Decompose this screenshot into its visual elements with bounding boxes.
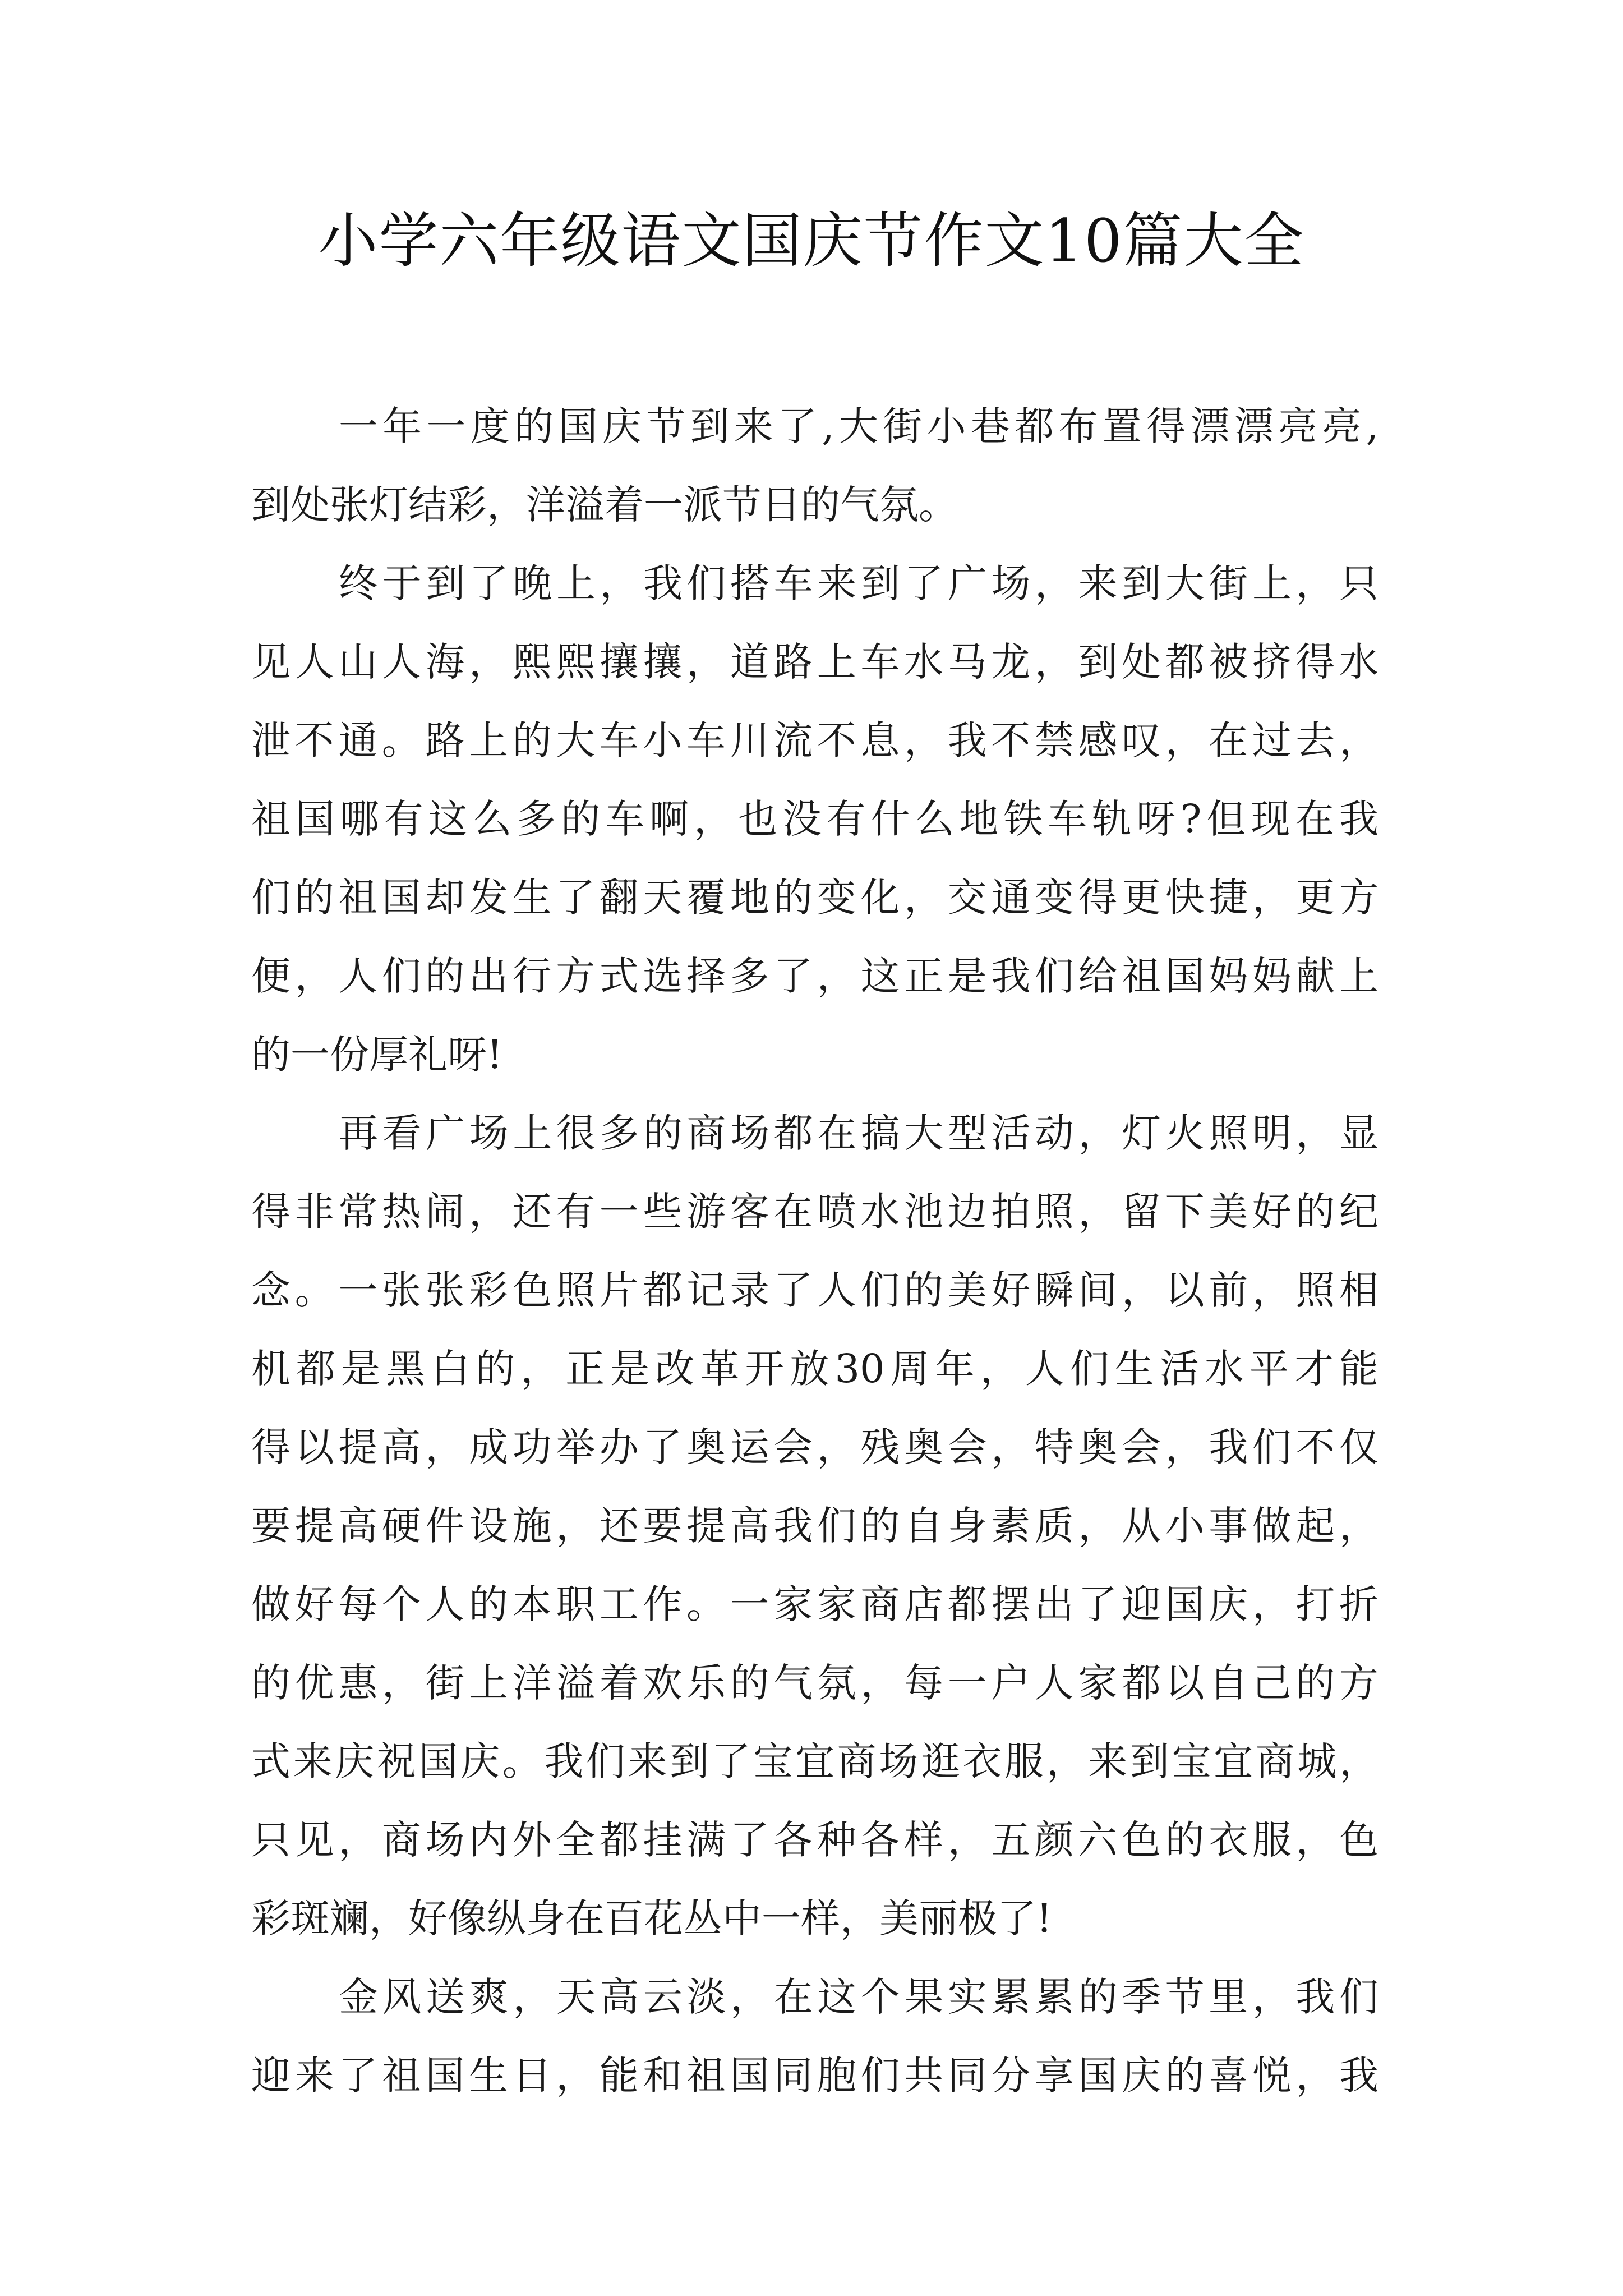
paragraph-3: [251, 1094, 1378, 1958]
text-line: 便，人们的出行方式选择多了，这正是我们给祖国妈妈献上: [251, 953, 1378, 999]
text-line: 金风送爽，天高云淡，在这个果实累累的季节里，我们: [339, 1974, 1378, 2020]
text-line: 只见，商场内外全都挂满了各种各样，五颜六色的衣服，色: [251, 1817, 1378, 1863]
text-line: 见人山人海，熙熙攘攘，道路上车水马龙，到处都被挤得水: [251, 639, 1378, 685]
text-line: 的一份厚礼呀!: [251, 1032, 503, 1078]
text-line: 迎来了祖国生日，能和祖国同胞们共同分享国庆的喜悦，我: [251, 2053, 1378, 2099]
text-line: 终于到了晚上，我们搭车来到了广场，来到大街上，只: [339, 560, 1378, 606]
text-line: 机都是黑白的，正是改革开放30周年，人们生活水平才能: [251, 1346, 1378, 1392]
text-line: 彩斑斓，好像纵身在百花丛中一样，美丽极了!: [251, 1895, 1053, 1941]
text-line: 到处张灯结彩，洋溢着一派节日的气氛。: [251, 482, 958, 528]
text-line: 再看广场上很多的商场都在搞大型活动，灯火照明，显: [339, 1110, 1378, 1156]
document-title: 小学六年级语文国庆节作文10篇大全: [318, 206, 1305, 275]
text-line: 祖国哪有这么多的车啊，也没有什么地铁车轨呀?但现在我: [251, 796, 1378, 842]
text-line: 做好每个人的本职工作。一家家商店都摆出了迎国庆，打折: [251, 1581, 1378, 1627]
text-line: 的优惠，街上洋溢着欢乐的气氛，每一户人家都以自己的方: [251, 1660, 1378, 1706]
text-line: 念。一张张彩色照片都记录了人们的美好瞬间，以前，照相: [251, 1267, 1378, 1313]
text-line: 一年一度的国庆节到来了,大街小巷都布置得漂漂亮亮,: [339, 403, 1378, 449]
text-line: 得非常热闹，还有一些游客在喷水池边拍照，留下美好的纪: [251, 1189, 1378, 1235]
text-line: 要提高硬件设施，还要提高我们的自身素质，从小事做起，: [251, 1503, 1378, 1549]
text-line: 泄不通。路上的大车小车川流不息，我不禁感叹，在过去，: [251, 717, 1378, 763]
text-line: 式来庆祝国庆。我们来到了宝宜商场逛衣服，来到宝宜商城，: [251, 1738, 1378, 1784]
paragraph-4: [251, 1958, 1378, 2115]
document-body: [251, 387, 1378, 2115]
paragraph-2: [251, 544, 1378, 1094]
text-line: 得以提高，成功举办了奥运会，残奥会，特奥会，我们不仅: [251, 1424, 1378, 1470]
paragraph-1: [251, 387, 1378, 544]
text-line: 们的祖国却发生了翻天覆地的变化，交通变得更快捷，更方: [251, 875, 1378, 921]
